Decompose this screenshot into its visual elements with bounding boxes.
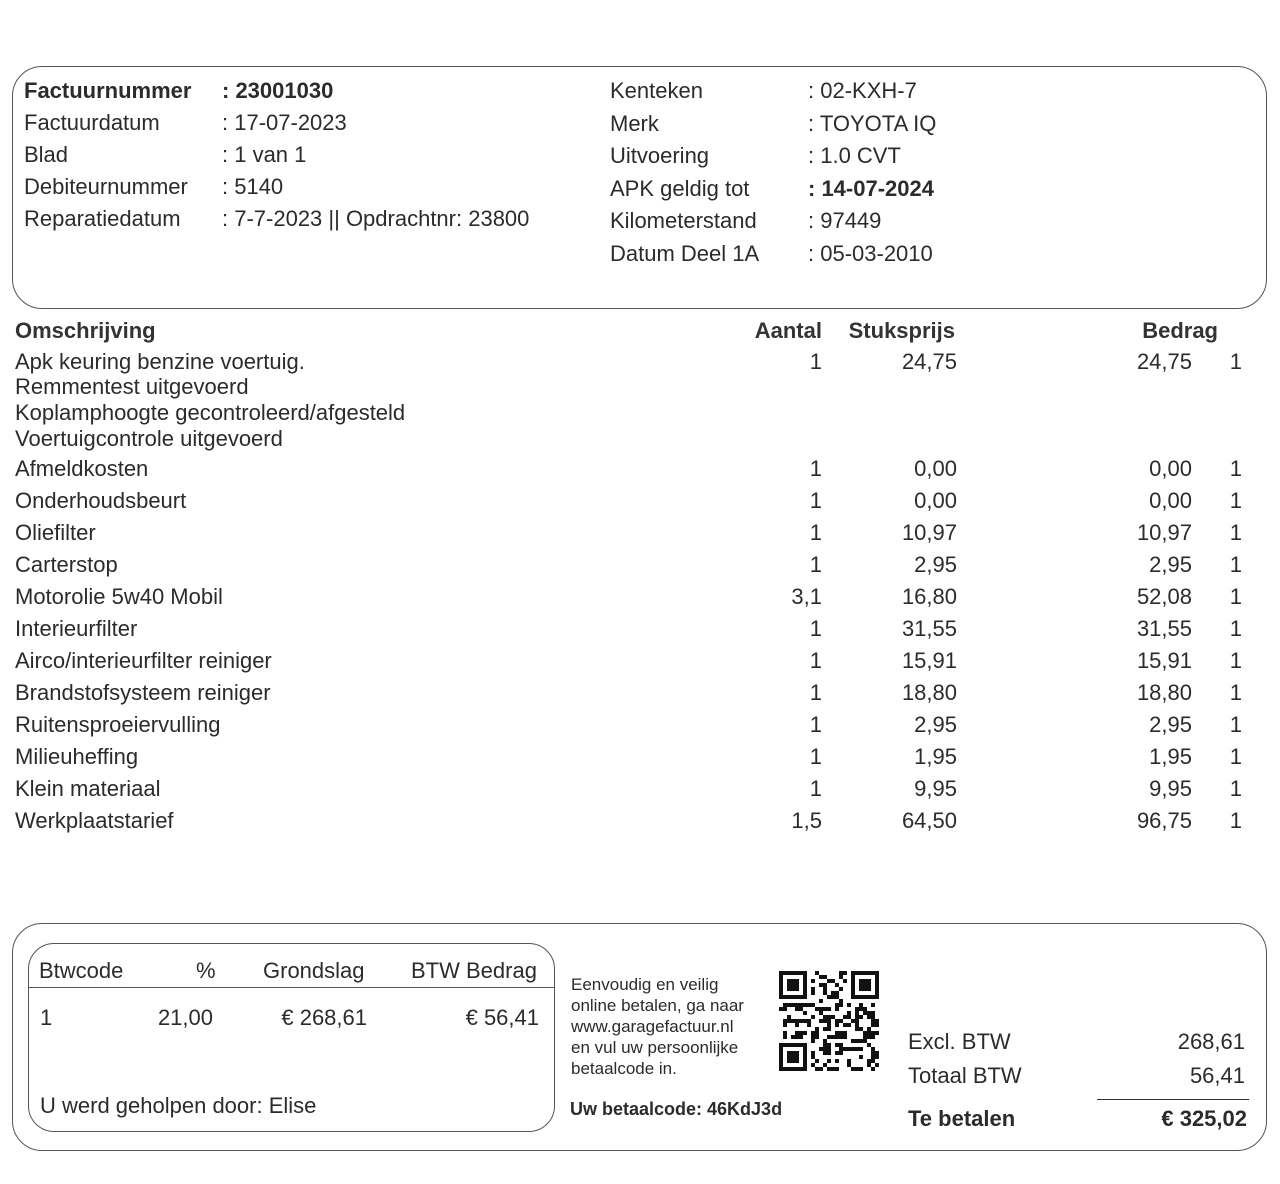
line-unit-price: 64,50 <box>901 808 957 833</box>
vehicle-label: Uitvoering <box>610 143 710 168</box>
vehicle-label: Kilometerstand <box>610 208 757 233</box>
vat-table-divider <box>28 987 555 988</box>
vat-header-base: Grondslag <box>263 958 365 983</box>
line-amount: 15,91 <box>1136 648 1192 673</box>
line-unit-price: 15,91 <box>901 648 957 673</box>
meta-label: Factuurnummer <box>24 78 192 103</box>
line-description: Remmentest uitgevoerd <box>15 374 249 399</box>
line-unit-price: 9,95 <box>914 776 957 801</box>
line-vat-code: 1 <box>1229 584 1242 609</box>
payment-instruction-line: online betalen, ga naar <box>571 996 744 1015</box>
line-quantity: 1 <box>809 616 822 641</box>
line-unit-price: 10,97 <box>901 520 957 545</box>
line-amount: 1,95 <box>1149 744 1192 769</box>
line-description: Voertuigcontrole uitgevoerd <box>15 426 283 451</box>
helped-by-text: U werd geholpen door: Elise <box>40 1093 317 1118</box>
line-vat-code: 1 <box>1229 744 1242 769</box>
line-quantity: 1,5 <box>791 808 822 833</box>
meta-value: : 5140 <box>222 174 284 199</box>
meta-value: : 1 van 1 <box>222 142 307 167</box>
line-unit-price: 2,95 <box>914 552 957 577</box>
line-amount: 2,95 <box>1149 552 1192 577</box>
vat-row-base: € 268,61 <box>281 1005 367 1030</box>
vehicle-label: APK geldig tot <box>610 175 750 201</box>
line-vat-code: 1 <box>1229 808 1242 833</box>
line-quantity: 1 <box>809 520 822 545</box>
line-unit-price: 16,80 <box>901 584 957 609</box>
line-quantity: 1 <box>809 744 822 769</box>
line-unit-price: 24,75 <box>901 349 957 374</box>
line-amount: 9,95 <box>1149 776 1192 801</box>
line-quantity: 1 <box>809 680 822 705</box>
line-vat-code: 1 <box>1229 712 1242 737</box>
meta-label: Blad <box>24 142 69 167</box>
line-amount: 52,08 <box>1136 584 1192 609</box>
line-amount: 18,80 <box>1136 680 1192 705</box>
line-description: Milieuheffing <box>15 744 139 769</box>
line-description: Werkplaatstarief <box>15 808 174 833</box>
vehicle-label: Merk <box>610 110 659 136</box>
line-unit-price: 1,95 <box>914 744 957 769</box>
column-header-amount: Bedrag <box>1142 318 1218 343</box>
vehicle-value: : TOYOTA IQ <box>808 110 937 136</box>
total-divider <box>1097 1099 1249 1100</box>
amount-due-value: € 325,02 <box>1161 1106 1247 1131</box>
line-unit-price: 0,00 <box>914 456 957 481</box>
meta-label: Factuurdatum <box>24 110 160 135</box>
line-amount: 24,75 <box>1136 349 1192 374</box>
vehicle-label: Datum Deel 1A <box>610 240 760 266</box>
total-vat-label: Totaal BTW <box>908 1063 1022 1088</box>
meta-value: : 17-07-2023 <box>222 110 347 135</box>
line-description: Klein materiaal <box>15 776 161 801</box>
line-description: Ruitensproeiervulling <box>15 712 221 737</box>
line-description: Interieurfilter <box>15 616 138 641</box>
line-vat-code: 1 <box>1229 552 1242 577</box>
meta-label: Reparatiedatum <box>24 206 181 231</box>
vat-row-code: 1 <box>40 1005 53 1030</box>
meta-value: : 23001030 <box>222 78 334 103</box>
line-vat-code: 1 <box>1229 456 1242 481</box>
line-description: Brandstofsysteem reiniger <box>15 680 271 705</box>
line-vat-code: 1 <box>1229 520 1242 545</box>
qr-code-icon[interactable] <box>779 971 879 1071</box>
meta-value: : 7-7-2023 || Opdrachtnr: 23800 <box>222 206 530 231</box>
vehicle-value: : 14-07-2024 <box>808 175 934 201</box>
line-description: Afmeldkosten <box>15 456 149 481</box>
column-header-unit-price: Stuksprijs <box>848 318 955 343</box>
line-quantity: 1 <box>809 456 822 481</box>
line-quantity: 1 <box>809 349 822 374</box>
line-vat-code: 1 <box>1229 616 1242 641</box>
line-unit-price: 0,00 <box>914 488 957 513</box>
vehicle-value: : 02-KXH-7 <box>808 78 917 103</box>
excl-vat-label: Excl. BTW <box>908 1029 1011 1054</box>
line-vat-code: 1 <box>1229 488 1242 513</box>
line-description: Airco/interieurfilter reiniger <box>15 648 272 673</box>
vehicle-label: Kenteken <box>610 78 703 103</box>
line-quantity: 1 <box>809 552 822 577</box>
line-quantity: 1 <box>809 712 822 737</box>
line-vat-code: 1 <box>1229 648 1242 673</box>
total-vat-value: 56,41 <box>1189 1063 1245 1088</box>
line-amount: 31,55 <box>1136 616 1192 641</box>
column-header-description: Omschrijving <box>15 318 156 343</box>
line-description: Apk keuring benzine voertuig. <box>15 349 305 374</box>
column-header-quantity: Aantal <box>754 318 822 343</box>
meta-label: Debiteurnummer <box>24 174 188 199</box>
vehicle-value: : 1.0 CVT <box>808 143 901 168</box>
line-description: Koplamphoogte gecontroleerd/afgesteld <box>15 400 406 425</box>
line-description: Onderhoudsbeurt <box>15 488 187 513</box>
line-vat-code: 1 <box>1229 349 1242 374</box>
line-quantity: 1 <box>809 776 822 801</box>
payment-code: Uw betaalcode: 46KdJ3d <box>570 1099 783 1119</box>
line-amount: 0,00 <box>1149 488 1192 513</box>
line-description: Motorolie 5w40 Mobil <box>15 584 223 609</box>
vat-header-code: Btwcode <box>39 958 124 983</box>
vat-row-amount: € 56,41 <box>465 1005 539 1030</box>
line-description: Oliefilter <box>15 520 96 545</box>
line-amount: 10,97 <box>1136 520 1192 545</box>
line-vat-code: 1 <box>1229 680 1242 705</box>
vat-row-percent: 21,00 <box>157 1005 213 1030</box>
payment-instruction-line: betaalcode in. <box>571 1059 677 1078</box>
line-unit-price: 18,80 <box>901 680 957 705</box>
vehicle-value: : 05-03-2010 <box>808 240 933 266</box>
line-amount: 2,95 <box>1149 712 1192 737</box>
amount-due-label: Te betalen <box>908 1106 1016 1131</box>
line-quantity: 3,1 <box>791 584 822 609</box>
line-amount: 96,75 <box>1136 808 1192 833</box>
vat-header-amount: BTW Bedrag <box>411 958 537 983</box>
line-unit-price: 2,95 <box>914 712 957 737</box>
payment-instruction-line: en vul uw persoonlijke <box>571 1038 739 1057</box>
line-unit-price: 31,55 <box>901 616 957 641</box>
line-quantity: 1 <box>809 488 822 513</box>
vat-header-percent: % <box>196 958 216 983</box>
line-amount: 0,00 <box>1149 456 1192 481</box>
line-description: Carterstop <box>15 552 118 577</box>
excl-vat-value: 268,61 <box>1177 1029 1245 1054</box>
vehicle-value: : 97449 <box>808 208 882 233</box>
payment-instruction-line: www.garagefactuur.nl <box>571 1017 734 1036</box>
payment-instruction-line: Eenvoudig en veilig <box>571 975 719 994</box>
line-quantity: 1 <box>809 648 822 673</box>
line-vat-code: 1 <box>1229 776 1242 801</box>
